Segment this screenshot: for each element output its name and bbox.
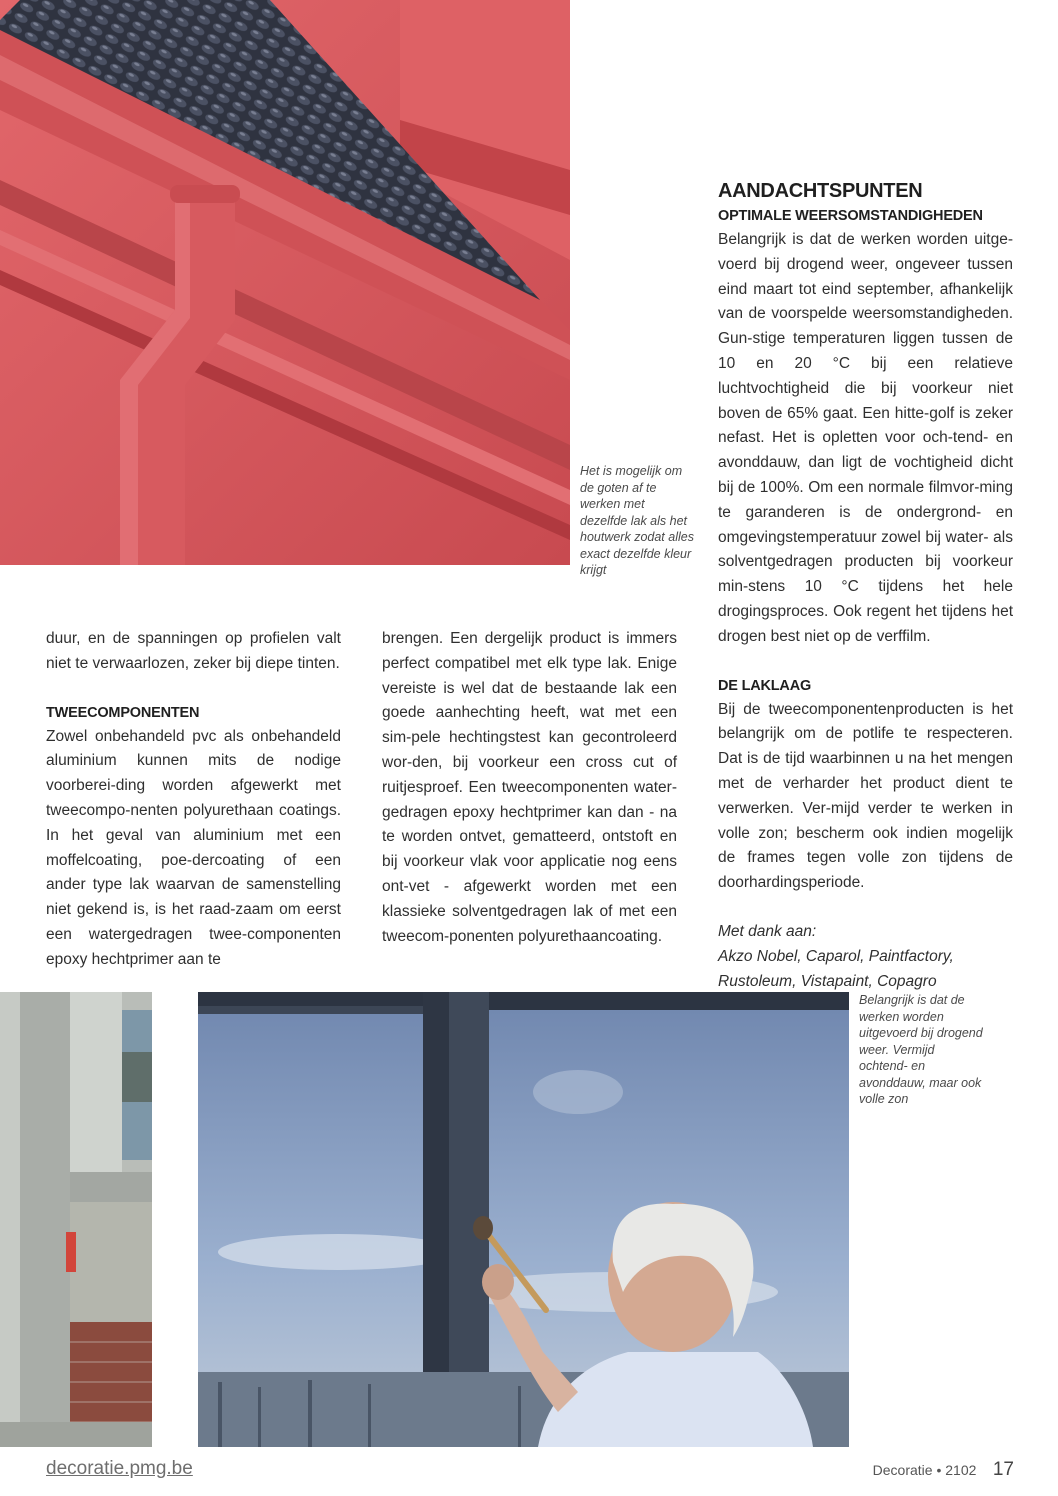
paragraph-two-component: Zowel onbehandeld pvc als onbehandeld aluminium kunnen mits de nodige voorberei-ding worden afgewerkt met tweecompo-nenten polyurethaan coatings. In het geval van aluminium met een moffelcoating, poe-dercoating of een ander type lak waarvan de samenstelling niet gekend is, is het raad-zaam om eerst een watergedragen twee-componenten epoxy hechtprimer aan te — [46, 727, 341, 968]
page-footer — [873, 1459, 1014, 1481]
gutter-illustration — [0, 0, 570, 565]
gutter-photo-caption: Het is mogelijk om de goten af te werken met dezelfde lak als het houtwerk zodat alles exact dezelfde kleur krijgt — [580, 464, 694, 577]
painter-illustration — [198, 992, 849, 1447]
page-number: 17 — [992, 1459, 1014, 1480]
gutter-photo — [0, 0, 570, 565]
heading-lacquer: DE LAKLAAG — [718, 677, 812, 694]
heading-two-component: TWEECOMPONENTEN — [46, 704, 200, 721]
magazine-issue: Decoratie • 2102 — [872, 1462, 977, 1478]
middle-column — [382, 627, 677, 949]
heading-weather: OPTIMALE WEERSOMSTANDIGHEDEN — [718, 208, 983, 224]
right-column — [718, 178, 1013, 994]
paragraph-lacquer: Bij de tweecomponentenproducten is het belangrijk om de potlife te respecteren. Dat is de tijd waarbinnen u na het mengen met de verharder het product dient te verwerken. Ver-mijd verder te werken in volle zon; bescherm ook indien mogelijk de frames tegen volle zon tijdens de doorhardingsperiode. — [718, 700, 1013, 892]
concrete-illustration — [0, 992, 152, 1447]
thanks-names: Akzo Nobel, Caparol, Paintfactory, Rustoleum, Vistapaint, Copagro — [718, 947, 954, 990]
painter-window-photo — [198, 992, 849, 1447]
window-photo-caption: Belangrijk is dat de werken worden uitgevoerd bij drogend weer. Vermijd ochtend- en avonddauw, maar ook volle zon — [859, 993, 983, 1106]
website-link[interactable]: decoratie.pmg.be — [46, 1458, 193, 1479]
thanks-label: Met dank aan: — [718, 922, 817, 940]
paragraph-intro: duur, en de spanningen op profielen valt niet te verwaarlozen, zeker bij diepe tinten. — [46, 630, 341, 672]
concrete-facade-photo — [0, 992, 152, 1447]
paragraph-weather: Belangrijk is dat de werken worden uitge-voerd bij drogend weer, ongeveer tussen eind maart tot eind september, afhankelijk van de voorspelde weersomstandigheden. Gun-stige temperaturen liggen tussen de 10 en 20 °C bij een relatieve luchtvochtigheid die bij voorkeur niet boven de 65% gaat. Een hitte-golf is zeker nefast. Het is opletten voor och-tend- en avonddauw, dan ligt de vochtigheid dicht bij de 100%. Om een normale filmvor-ming te garanderen is de ondergrond- en omgevingstemperatuur zowel bij water- als solventgedragen producten bij voorkeur min-stens 10 °C tijdens het hele drogingsproces. Ook regent het tijdens het drogen best niet op de verffilm. — [718, 231, 1013, 645]
section-title: AANDACHTSPUNTEN — [718, 180, 923, 202]
paragraph-primer: brengen. Een dergelijk product is immers perfect compatibel met elk type lak. Enige vereiste is wel dat de bestaande lak een goede aanhechting heeft, wat met een sim-pele hechtingstest kan gecontroleerd wor-den, bij voorkeur een cross cut of ruitjesproef. Een tweecomponenten water-gedragen epoxy hechtprimer kan dan - na te worden ontvet, gematteerd, ontstoft en bij voorkeur vlak voor applicatie nog eens ont-vet - afgewerkt worden met een klassieke solventgedragen lak of met een tweecom-ponenten polyurethaancoating. — [382, 630, 677, 945]
left-column — [46, 627, 341, 973]
